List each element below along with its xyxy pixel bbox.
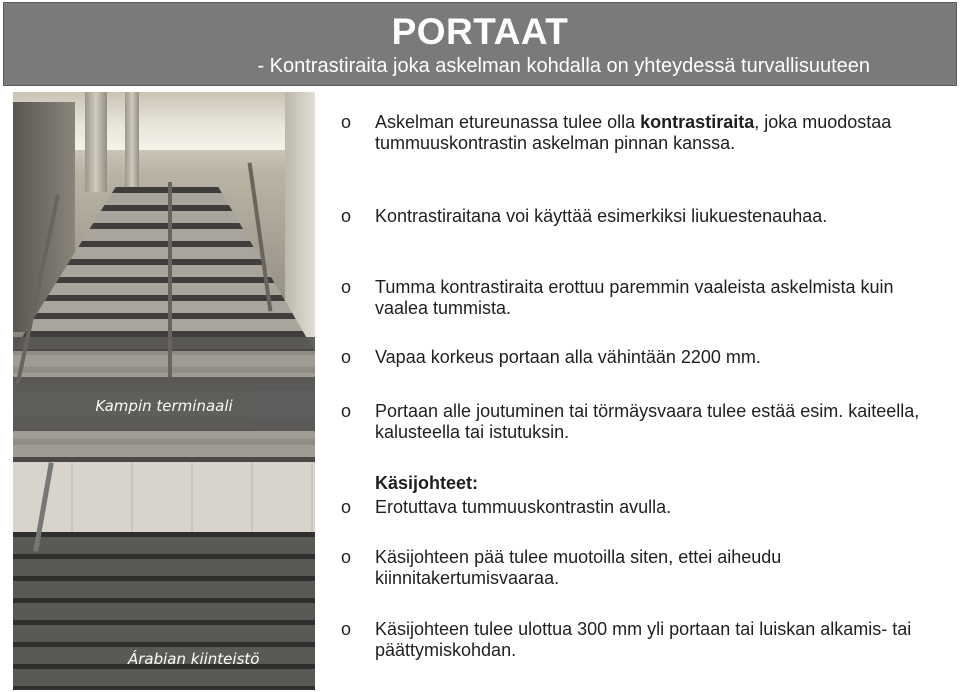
list-item-text: Tumma kontrastiraita erottuu paremmin vaaleista askelmista kuin vaalea tummista.	[375, 277, 894, 318]
bullet-marker: o	[341, 206, 352, 226]
photo-caption-arabian: Árabian kiinteistö	[128, 650, 260, 668]
slide-header	[3, 2, 957, 86]
bullet-marker: o	[341, 547, 352, 567]
list-item-text: Kontrastiraitana voi käyttää esimerkiksi liukuestenauhaa.	[375, 206, 828, 226]
list-item-text-part: , joka muodostaa tummuuskontrastin askelman pinnan kanssa.	[375, 112, 892, 153]
photo-landing	[13, 462, 315, 532]
list-item-text: Portaan alle joutuminen tai törmäysvaara tulee estää esim. kaiteella, kalusteella tai istutuksin.	[375, 401, 920, 442]
photo-pillar	[125, 92, 139, 192]
photo-pillar	[85, 92, 107, 192]
photo-caption-kampin: Kampin terminaali	[13, 383, 315, 429]
photo-handrail	[168, 182, 172, 377]
list-item-text: Käsijohteen pää tulee muotoilla siten, ettei aiheudu kiinnitakertumisvaaraa.	[375, 547, 782, 588]
list-item-text	[375, 112, 935, 154]
bullet-marker: o	[341, 112, 352, 132]
slide-title: PORTAAT	[391, 11, 569, 52]
bullet-marker: o	[341, 277, 352, 297]
list-item-bold: kontrastiraita	[640, 112, 755, 132]
list-item-text: Vapaa korkeus portaan alla vähintään 2200 mm.	[375, 347, 761, 367]
bullet-marker: o	[341, 497, 352, 517]
list-item-heading	[375, 473, 935, 494]
list-item-text-part: Askelman etureunassa tulee olla	[375, 112, 641, 132]
list-item-text: Käsijohteen tulee ulottua 300 mm yli portaan tai luiskan alkamis- tai päättymiskohdan.	[375, 619, 912, 660]
bullet-marker: o	[341, 619, 352, 639]
list-item-text: Erotuttava tummuuskontrastin avulla.	[375, 497, 672, 517]
bullet-marker: o	[341, 401, 352, 421]
handrails-heading: Käsijohteet:	[375, 473, 479, 493]
slide-subtitle: - Kontrastiraita joka askelman kohdalla on yhteydessä turvallisuuteen	[257, 55, 870, 77]
bullet-marker: o	[341, 347, 352, 367]
